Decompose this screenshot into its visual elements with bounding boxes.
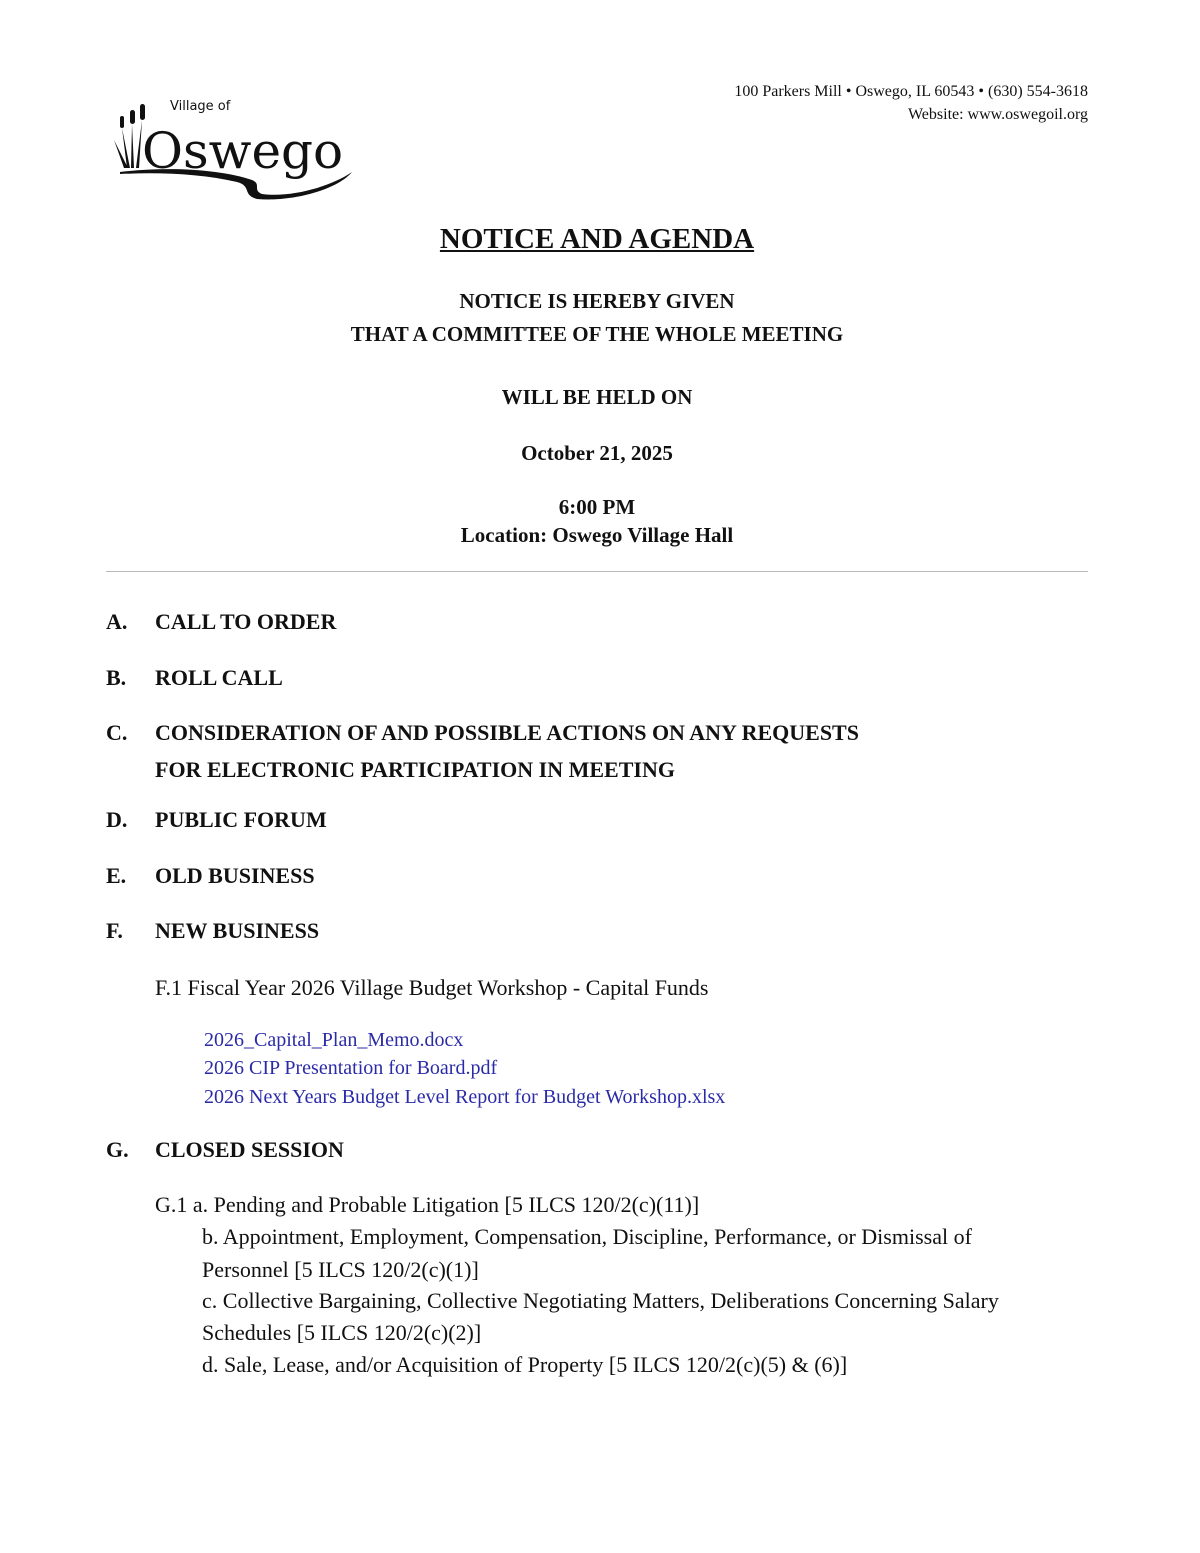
attachment-link[interactable]: 2026 CIP Presentation for Board.pdf [204, 1057, 498, 1079]
agenda-letter: C. [106, 720, 128, 745]
agenda-title: ROLL CALL [155, 665, 283, 690]
agenda-letter: B. [106, 665, 127, 690]
agenda-title: CONSIDERATION OF AND POSSIBLE ACTIONS ON ANY REQUESTS [155, 720, 859, 745]
agenda-title: NEW BUSINESS [155, 918, 320, 943]
agenda-title: OLD BUSINESS [155, 863, 315, 888]
agenda-letter: A. [106, 609, 128, 634]
attachment-link[interactable]: 2026_Capital_Plan_Memo.docx [204, 1029, 464, 1051]
address: 100 Parkers Mill • Oswego, IL 60543 • (630) 554-3618 [734, 83, 1088, 100]
notice-line-2: THAT A COMMITTEE OF THE WHOLE MEETING [350, 322, 844, 346]
agenda-title: PUBLIC FORUM [155, 807, 327, 832]
divider [106, 571, 1088, 572]
g1-line: d. Sale, Lease, and/or Acquisition of Property [5 ILCS 120/2(c)(5) & (6)] [202, 1352, 848, 1377]
svg-text:Oswego: Oswego [142, 122, 344, 180]
page-title: NOTICE AND AGENDA [439, 223, 755, 255]
website[interactable]: Website: www.oswegoil.org [907, 106, 1088, 123]
g1-line: G.1 a. Pending and Probable Litigation [5 ILCS 120/2(c)(11)] [155, 1192, 700, 1217]
svg-text:Village of: Village of [170, 99, 231, 114]
agenda-letter: F. [106, 918, 123, 943]
village-logo [112, 96, 362, 201]
f1-item: F.1 Fiscal Year 2026 Village Budget Workshop - Capital Funds [155, 975, 709, 1000]
meeting-date: October 21, 2025 [521, 441, 673, 465]
agenda-title: CLOSED SESSION [155, 1137, 344, 1162]
g1-line: b. Appointment, Employment, Compensation, Discipline, Performance, or Dismissal of [202, 1224, 972, 1249]
meeting-time: 6:00 PM [558, 495, 636, 519]
agenda-title: CALL TO ORDER [155, 609, 337, 634]
g1-line: Personnel [5 ILCS 120/2(c)(1)] [202, 1257, 479, 1282]
meeting-location: Location: Oswego Village Hall [460, 523, 734, 547]
g1-line: Schedules [5 ILCS 120/2(c)(2)] [202, 1320, 482, 1345]
agenda-letter: G. [106, 1137, 129, 1162]
agenda-letter: E. [106, 863, 127, 888]
agenda-title-cont: FOR ELECTRONIC PARTICIPATION IN MEETING [155, 757, 675, 782]
notice-line-3: WILL BE HELD ON [501, 385, 693, 409]
notice-line-1: NOTICE IS HEREBY GIVEN [459, 289, 735, 313]
attachment-link[interactable]: 2026 Next Years Budget Level Report for Budget Workshop.xlsx [204, 1086, 726, 1108]
agenda-letter: D. [106, 807, 128, 832]
g1-line: c. Collective Bargaining, Collective Negotiating Matters, Deliberations Concerning Salary [202, 1288, 999, 1313]
